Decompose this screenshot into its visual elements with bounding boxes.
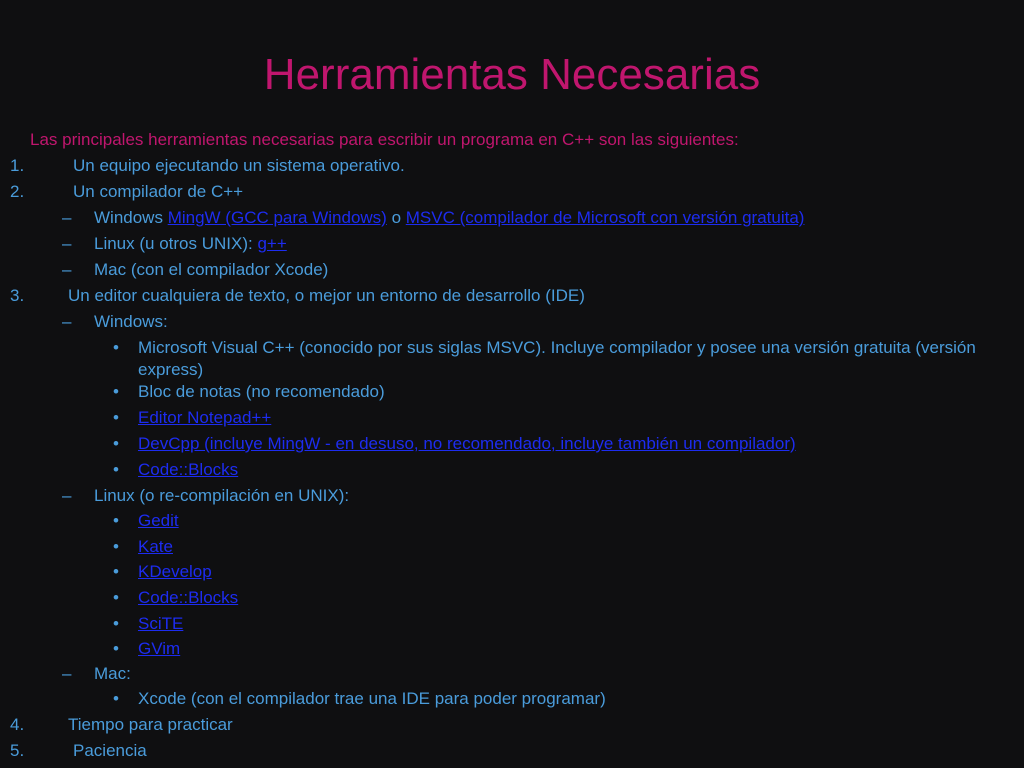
intro-text: Las principales herramientas necesarias para escribir un programa en C++ son las siguientes: [30, 130, 739, 149]
dash-marker: – [62, 486, 72, 505]
link-kdevelop[interactable]: KDevelop [138, 562, 212, 581]
bullet-marker: • [113, 511, 119, 530]
compiler-windows [94, 207, 804, 229]
item-3-text: Un editor cualquiera de texto, o mejor un entorno de desarrollo (IDE) [68, 286, 585, 305]
item-1-text: Un equipo ejecutando un sistema operativo. [73, 156, 405, 175]
item-2-number: 2. [10, 182, 25, 201]
bullet-marker: • [113, 338, 119, 357]
dash-marker: – [62, 234, 72, 253]
item-3-number: 3. [10, 286, 25, 305]
editor-bloc-notas: Bloc de notas (no recomendado) [138, 382, 385, 401]
editors-windows-heading: Windows: [94, 312, 168, 331]
dash-marker: – [62, 664, 72, 683]
bullet-marker: • [113, 382, 119, 401]
dash-marker: – [62, 260, 72, 279]
bullet-marker: • [113, 537, 119, 556]
slide-title: Herramientas Necesarias [263, 50, 761, 99]
link-notepadpp[interactable]: Editor Notepad++ [138, 408, 272, 427]
compiler-windows-mid: o [386, 208, 406, 227]
bullet-marker: • [113, 689, 119, 708]
item-4-number: 4. [10, 715, 25, 734]
bullet-marker: • [113, 434, 119, 453]
bullet-marker: • [113, 588, 119, 607]
bullet-marker: • [113, 614, 119, 633]
link-msvc[interactable]: MSVC (compilador de Microsoft con versión gratuita) [405, 208, 805, 227]
bullet-marker: • [113, 639, 119, 658]
item-5-text: Paciencia [73, 741, 147, 760]
link-gedit[interactable]: Gedit [138, 511, 179, 530]
link-codeblocks-windows[interactable]: Code::Blocks [138, 460, 239, 479]
compiler-windows-prefix: Windows [94, 208, 168, 227]
bullet-marker: • [113, 562, 119, 581]
compiler-linux [94, 233, 287, 255]
bullet-marker: • [113, 408, 119, 427]
item-1-number: 1. [10, 156, 25, 175]
editor-msvc: Microsoft Visual C++ (conocido por sus siglas MSVC). Incluye compilador y posee una versión gratuita (versión express) [138, 338, 976, 379]
link-gvim[interactable]: GVim [138, 639, 181, 658]
link-kate[interactable]: Kate [138, 537, 173, 556]
item-4-text: Tiempo para practicar [68, 715, 233, 734]
editors-mac-heading: Mac: [94, 664, 131, 683]
link-devcpp[interactable]: DevCpp (incluye MingW - en desuso, no recomendado, incluye también un compilador) [138, 434, 796, 453]
link-scite[interactable]: SciTE [138, 614, 184, 633]
dash-marker: – [62, 208, 72, 227]
link-mingw[interactable]: MingW (GCC para Windows) [167, 208, 387, 227]
link-codeblocks-linux[interactable]: Code::Blocks [138, 588, 239, 607]
compiler-linux-prefix: Linux (u otros UNIX): [94, 234, 258, 253]
item-2-text: Un compilador de C++ [73, 182, 244, 201]
compiler-mac: Mac (con el compilador Xcode) [94, 260, 329, 279]
item-5-number: 5. [10, 741, 25, 760]
bullet-marker: • [113, 460, 119, 479]
editor-xcode: Xcode (con el compilador trae una IDE para poder programar) [138, 689, 606, 708]
dash-marker: – [62, 312, 72, 331]
editors-linux-heading: Linux (o re-compilación en UNIX): [94, 486, 350, 505]
link-gpp[interactable]: g++ [257, 234, 287, 253]
